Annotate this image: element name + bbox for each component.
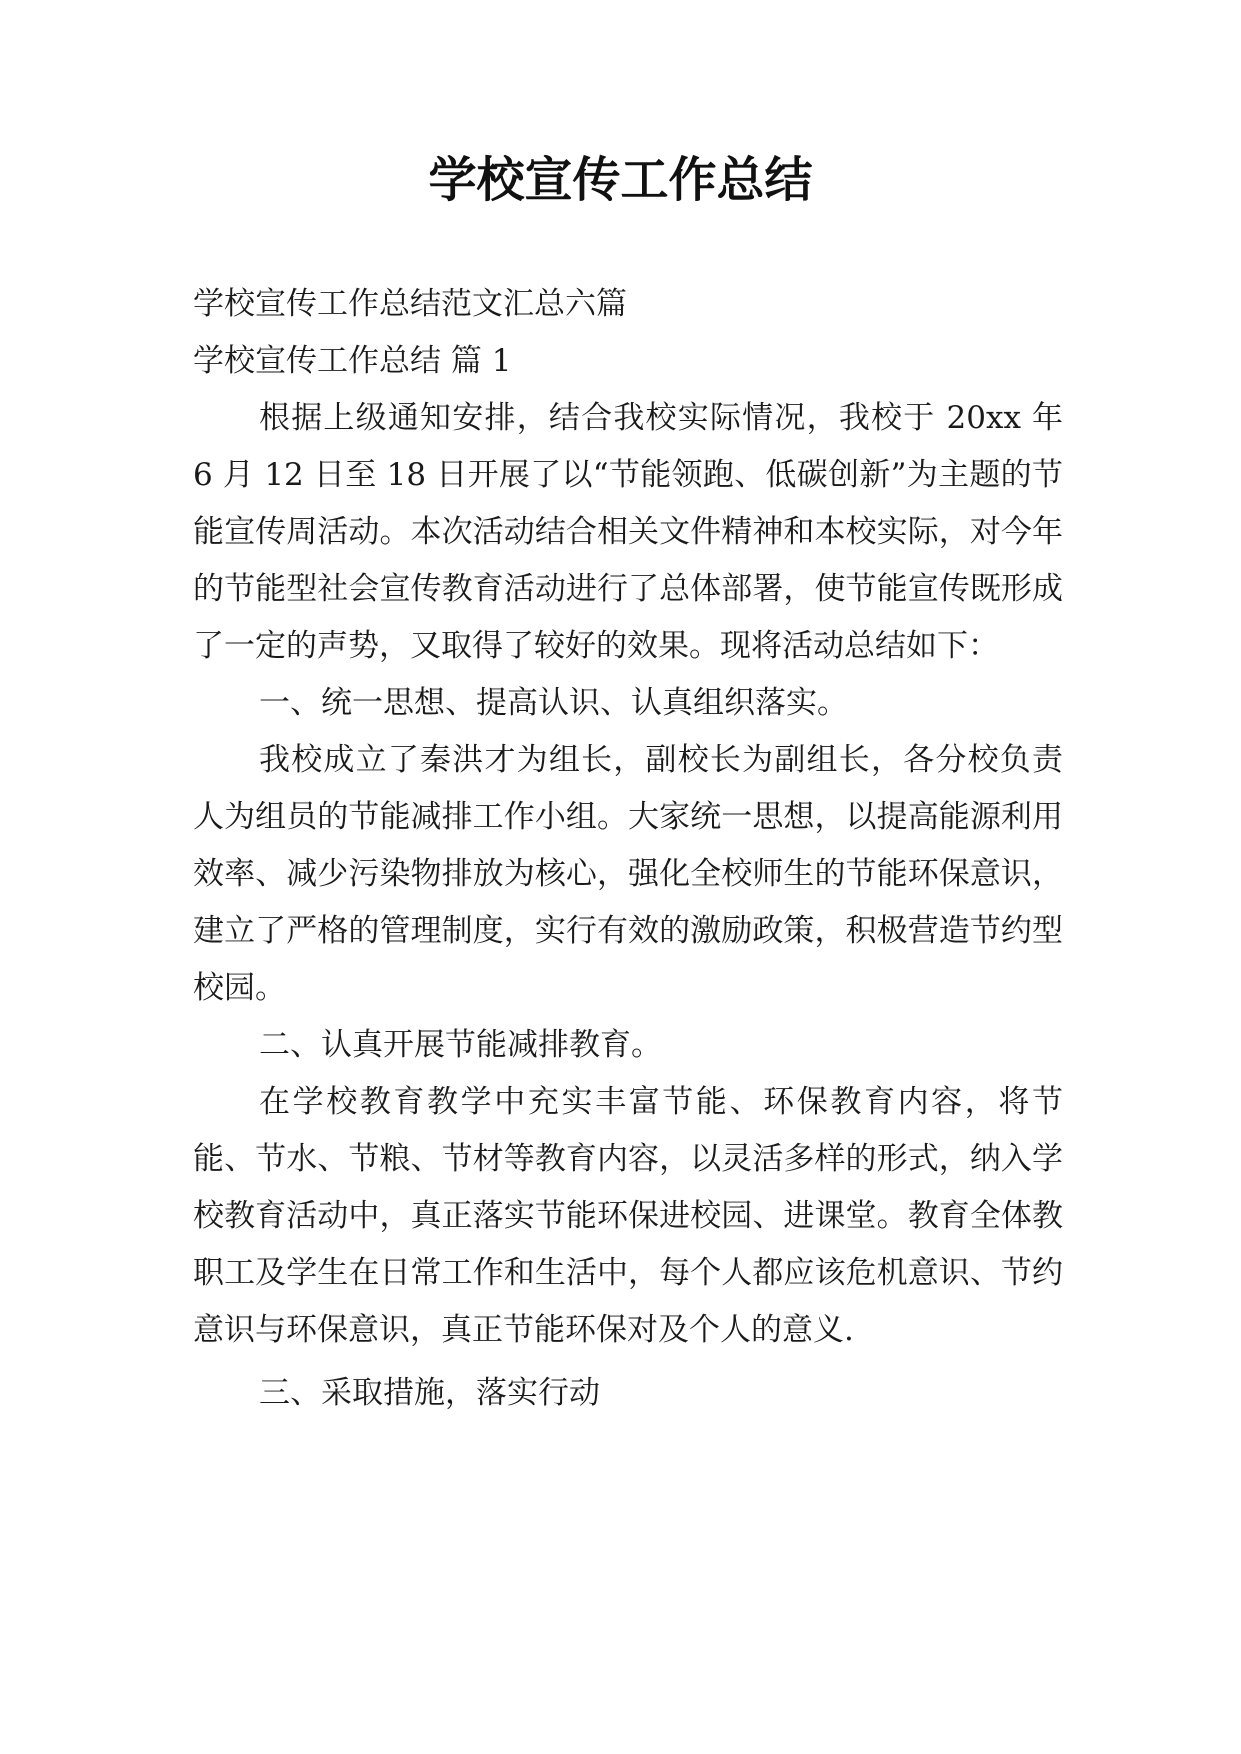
- document-title: 学校宣传工作总结: [428, 152, 813, 208]
- section-heading: 学校宣传工作总结 篇 1: [193, 343, 512, 379]
- paragraph-heading-3: 三、采取措施，落实行动: [259, 1375, 600, 1411]
- paragraph-heading-2: 二、认真开展节能减排教育。: [259, 1027, 662, 1063]
- paragraph-heading-1: 一、统一思想、提高认识、认真组织落实。: [259, 685, 848, 721]
- paragraph-body-1: 我校成立了秦洪才为组长，副校长为副组长，各分校负责人为组员的节能减排工作小组。大家统一思想，以提高能源利用效率、减少污染物排放为核心，强化全校师生的节能环保意识，建立了严格的管理制度，实行有效的激励政策，积极营造节约型校园。: [193, 742, 1063, 1006]
- document-body: [193, 276, 1063, 1422]
- paragraph-intro: 根据上级通知安排，结合我校实际情况，我校于 20xx 年 6 月 12 日至 18 日开展了以“节能领跑、低碳创新”为主题的节能宣传周活动。本次活动结合相关文件精神和本校实际，对今年的节能型社会宣传教育活动进行了总体部署，使节能宣传既形成了一定的声势，又取得了较好的效果。现将活动总结如下：: [193, 400, 1063, 664]
- paragraph-body-2: 在学校教育教学中充实丰富节能、环保教育内容，将节能、节水、节粮、节材等教育内容，以灵活多样的形式，纳入学校教育活动中，真正落实节能环保进校园、进课堂。教育全体教职工及学生在日常工作和生活中，每个人都应该危机意识、节约意识与环保意识，真正节能环保对及个人的意义.: [193, 1084, 1063, 1348]
- document-subtitle: 学校宣传工作总结范文汇总六篇: [193, 286, 627, 322]
